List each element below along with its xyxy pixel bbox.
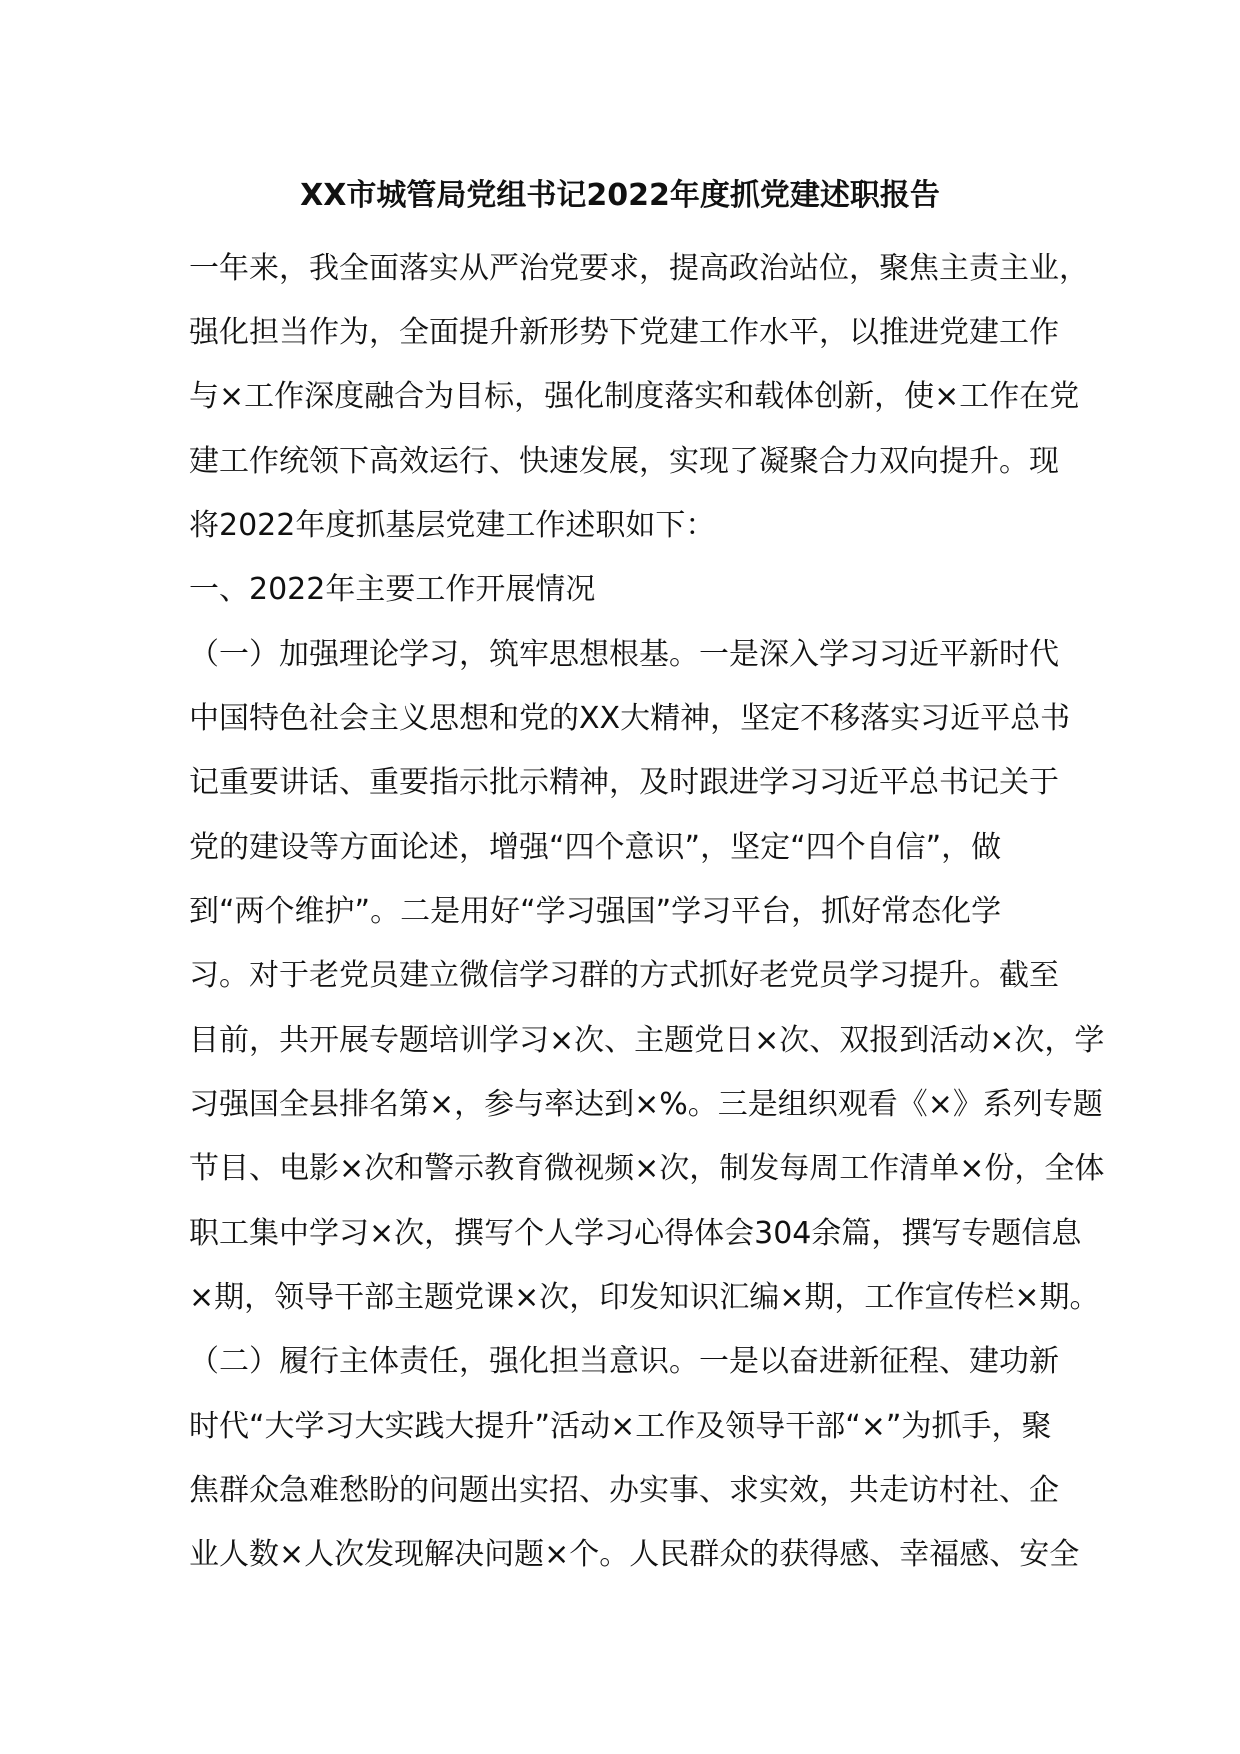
body-line: 一年来，我全面落实从严治党要求，提高政治站位，聚焦主责主业， [189, 251, 1089, 286]
body-line: 习强国全县排名第×，参与率达到×%。三是组织观看《×》系列专题 [189, 1087, 1103, 1122]
body-line: 时代“大学习大实践大提升”活动×工作及领导干部“×”为抓手，聚 [189, 1409, 1052, 1444]
section-heading: 一、2022年主要工作开展情况 [189, 572, 596, 607]
body-line: 职工集中学习×次，撰写个人学习心得体会304余篇，撰写专题信息 [189, 1216, 1082, 1251]
body-line: 到“两个维护”。二是用好“学习强国”学习平台，抓好常态化学 [189, 894, 1002, 929]
body-line: 习。对于老党员建立微信学习群的方式抓好老党员学习提升。截至 [189, 958, 1059, 993]
body-line: 将2022年度抓基层党建工作述职如下： [189, 508, 716, 543]
body-line: 党的建设等方面论述，增强“四个意识”，坚定“四个自信”，做 [189, 830, 1002, 865]
body-line: 记重要讲话、重要指示批示精神，及时跟进学习习近平总书记关于 [189, 765, 1059, 800]
body-line: ×期，领导干部主题党课×次，印发知识汇编×期，工作宣传栏×期。 [189, 1280, 1100, 1315]
body-line: 业人数×人次发现解决问题×个。人民群众的获得感、幸福感、安全 [189, 1537, 1080, 1572]
body-line: 与×工作深度融合为目标，强化制度落实和载体创新，使×工作在党 [189, 379, 1080, 414]
body-line: 焦群众急难愁盼的问题出实招、办实事、求实效，共走访村社、企 [189, 1473, 1059, 1508]
body-line: 建工作统领下高效运行、快速发展，实现了凝聚合力双向提升。现 [189, 444, 1059, 479]
body-line: 强化担当作为，全面提升新形势下党建工作水平，以推进党建工作 [189, 315, 1059, 350]
body-line: （一）加强理论学习，筑牢思想根基。一是深入学习习近平新时代 [189, 637, 1059, 672]
body-line: 节目、电影×次和警示教育微视频×次，制发每周工作清单×份，全体 [189, 1151, 1105, 1186]
body-line: 目前，共开展专题培训学习×次、主题党日×次、双报到活动×次，学 [189, 1023, 1105, 1058]
body-line: 中国特色社会主义思想和党的XX大精神，坚定不移落实习近平总书 [189, 701, 1071, 736]
document-title: XX市城管局党组书记2022年度抓党建述职报告 [300, 178, 940, 213]
body-line: （二）履行主体责任，强化担当意识。一是以奋进新征程、建功新 [189, 1344, 1059, 1379]
